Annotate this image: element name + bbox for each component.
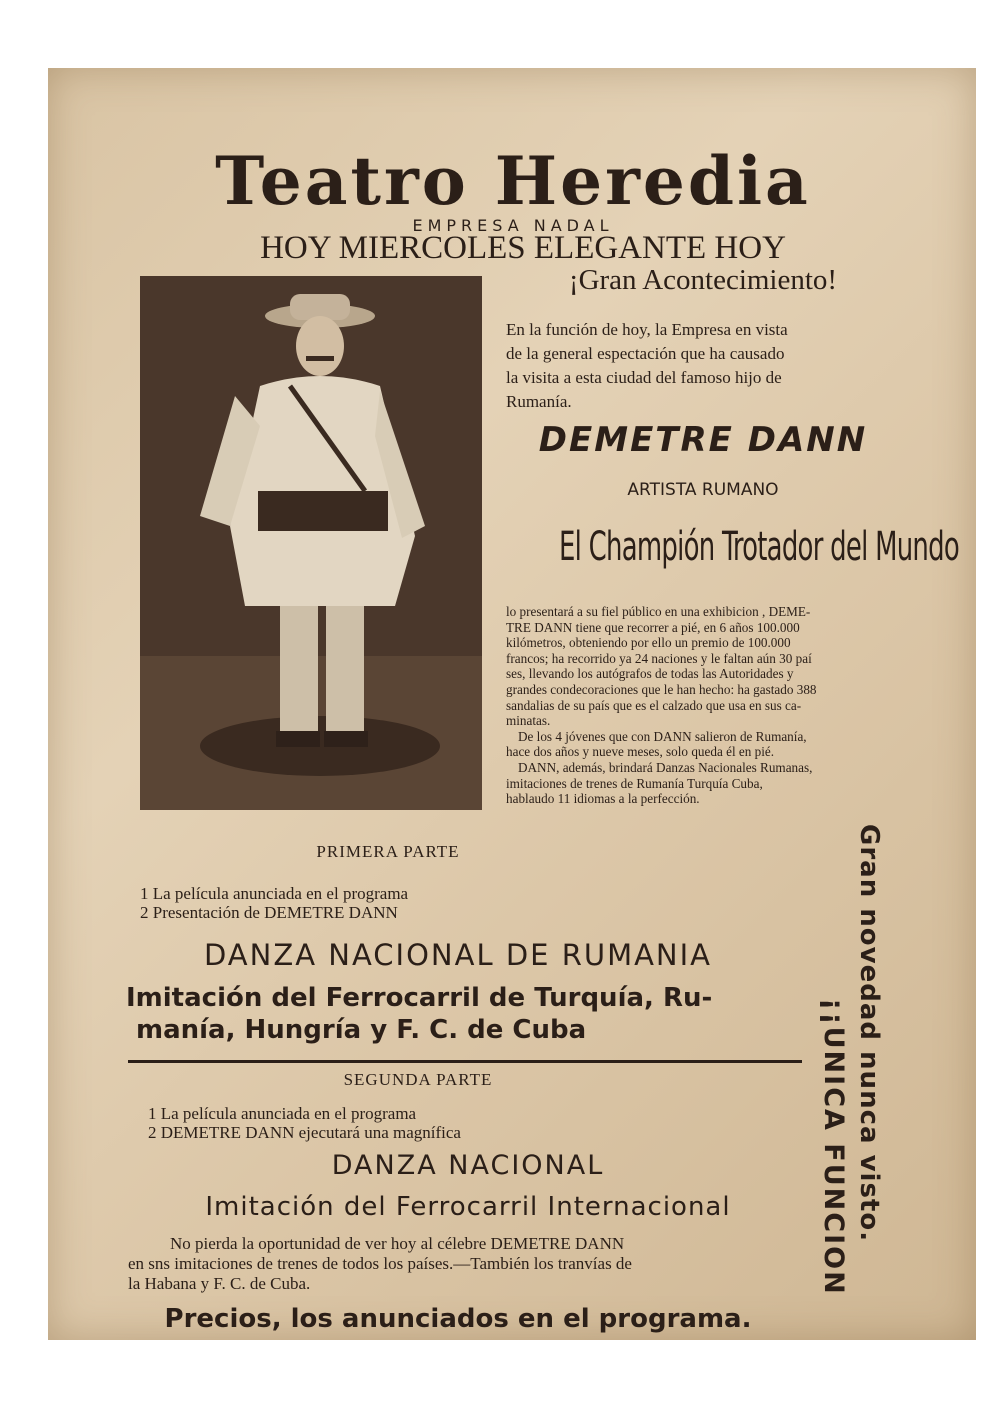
company-name: EMPRESA NADAL <box>412 216 614 235</box>
closing-line: la Habana y F. C. de Cuba. <box>128 1274 311 1293</box>
body-line: francos; ha recorrido ya 24 naciones y le faltan aún 30 paí <box>506 650 812 666</box>
intro-line: de la general espectación que ha causado <box>506 344 785 363</box>
body-line: lo presentará a su fiel público en una exhibicion , DEME- <box>506 604 811 619</box>
part-one-dance: DANZA NACIONAL DE RUMANIA <box>203 938 713 972</box>
performer-name: DEMETRE DANN <box>538 420 868 460</box>
body-line: hace dos años y nueve meses, solo queda él en pié. <box>506 744 775 760</box>
performer-role: ARTISTA RUMANO <box>627 480 779 500</box>
body-line: De los 4 jóvenes que con DANN salieron de Rumanía, <box>518 728 807 744</box>
section-divider <box>128 1060 802 1063</box>
prices-line: Precios, los anunciados en el programa. <box>164 1304 752 1334</box>
intro-line: Rumanía. <box>506 392 572 411</box>
theatre-name: Teatro Heredia <box>215 142 811 220</box>
part-one-list <box>140 884 408 922</box>
body-line: TRE DANN tiene que recorrer a pié, en 6 años 100.000 <box>506 619 800 635</box>
body-line: DANN, además, brindará Danzas Nacionales Rumanas, <box>518 759 813 775</box>
part-one-imitation <box>126 982 806 1046</box>
day-line: HOY MIERCOLES ELEGANTE HOY <box>260 230 786 266</box>
closing-line: No pierda la oportunidad de ver hoy al célebre DEMETRE DANN <box>170 1234 625 1253</box>
closing-line: en sns imitaciones de trenes de todos los países.—También los tranvías de <box>128 1254 632 1273</box>
program-item: 1 La película anunciada en el programa <box>140 884 409 903</box>
performer-photo <box>140 276 482 810</box>
body-paragraph <box>506 604 890 807</box>
part-two-list <box>148 1104 461 1142</box>
intro-line: la visita a esta ciudad del famoso hijo de <box>506 368 782 387</box>
body-line: sandalias de su país que es el calzado que usa en sus ca- <box>506 697 802 713</box>
program-item: 2 DEMETRE DANN ejecutará una magnífica <box>148 1123 461 1142</box>
part-two-dance: DANZA NACIONAL <box>331 1150 605 1181</box>
announcement-headline: ¡Gran Acontecimiento! <box>568 264 838 296</box>
program-item: 1 La película anunciada en el programa <box>148 1104 417 1123</box>
imitation-line: Imitación del Ferrocarril de Turquía, Ru- <box>126 983 713 1013</box>
body-line: minatas. <box>506 713 551 729</box>
closing-paragraph <box>128 1234 808 1294</box>
intro-line: En la función de hoy, la Empresa en vista <box>506 320 788 339</box>
body-line: hablaudo 11 idiomas a la perfección. <box>506 791 700 807</box>
performer-title: El Champión Trotador del Mundo <box>559 524 959 570</box>
part-two-heading: SEGUNDA PARTE <box>343 1070 493 1089</box>
part-two-imitation: Imitación del Ferrocarril Internacional <box>205 1192 731 1222</box>
body-line: grandes condecoraciones que le han hecho: ha gastado 388 <box>506 681 817 697</box>
unique-show-vertical-text: ¡¡UNICA FUNCION <box>818 998 849 1296</box>
program-item: 2 Presentación de DEMETRE DANN <box>140 903 398 922</box>
body-line: imitaciones de trenes de Rumanía Turquía Cuba, <box>506 775 763 791</box>
imitation-line: manía, Hungría y F. C. de Cuba <box>136 1015 587 1045</box>
playbill-paper <box>48 68 976 1340</box>
part-one-heading: PRIMERA PARTE <box>316 842 460 861</box>
novelty-vertical-text: Gran novedad nunca visto. <box>854 824 884 1243</box>
body-line: kilómetros, obteniendo por ello un premio de 100.000 <box>506 635 791 651</box>
body-line: ses, llevando los autógrafos de todas las Autoridades y <box>506 666 794 682</box>
intro-paragraph <box>506 318 886 414</box>
